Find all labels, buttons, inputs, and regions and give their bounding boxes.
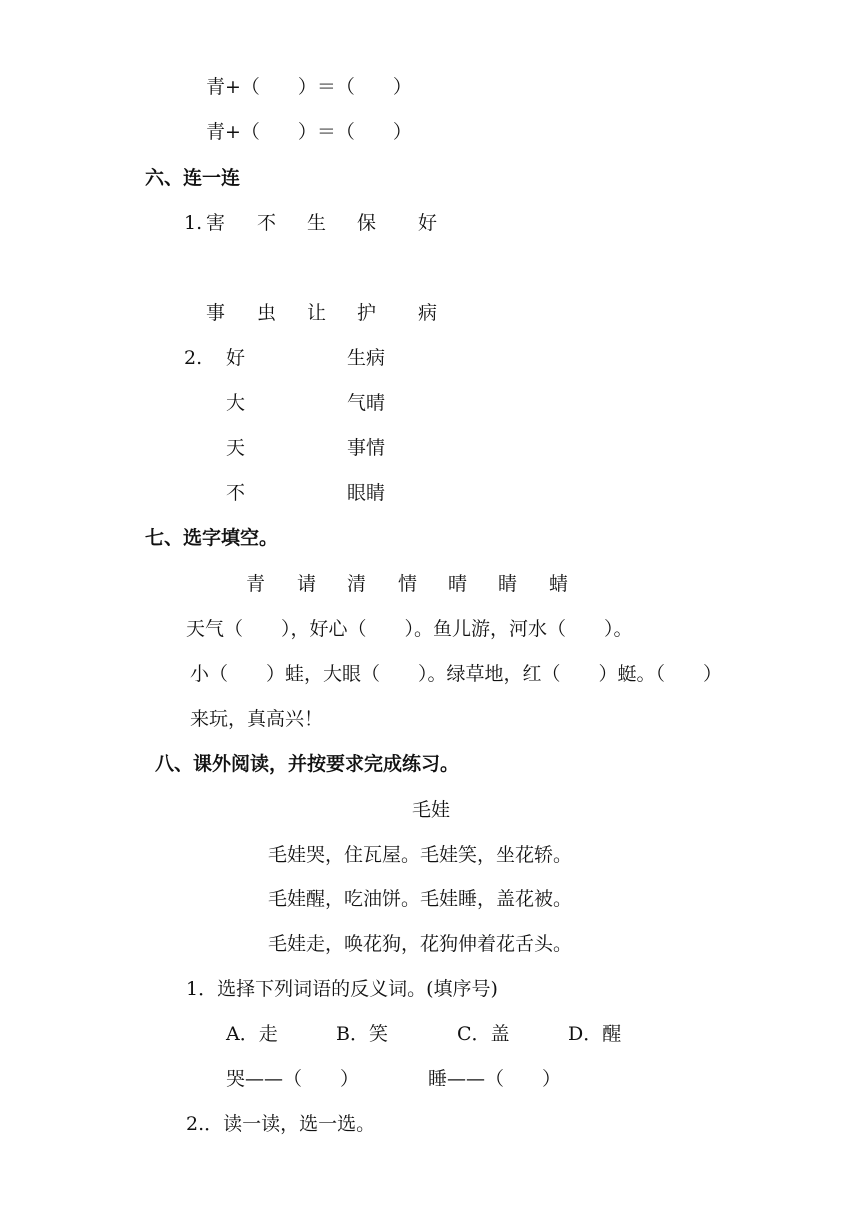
fill-line-2: 青+（ ）＝（ ） bbox=[206, 121, 412, 143]
q1-bottom-char: 事 bbox=[206, 302, 226, 324]
q1-top-char: 好 bbox=[418, 212, 438, 234]
q2-label: 2. bbox=[184, 347, 203, 369]
q1-label: 1. bbox=[184, 212, 203, 234]
q1-bottom-char: 让 bbox=[307, 302, 327, 324]
q2-left-char: 天 bbox=[226, 437, 246, 459]
option-b: B．笑 bbox=[336, 1023, 388, 1045]
poem-title: 毛娃 bbox=[412, 799, 451, 821]
q2-right-word: 事情 bbox=[347, 437, 386, 459]
choice-char: 情 bbox=[398, 573, 418, 595]
q1-bottom-char: 虫 bbox=[257, 302, 277, 324]
q1-top-char: 不 bbox=[257, 212, 277, 234]
q2-left-char: 好 bbox=[226, 347, 246, 369]
option-c: C．盖 bbox=[457, 1023, 510, 1045]
fill-sentence-2: 小（ ）蛙，大眼（ ）。绿草地，红（ ）蜓。（ ） bbox=[190, 663, 723, 685]
fill-line-1: 青+（ ）＝（ ） bbox=[206, 76, 412, 98]
fill-sentence-3: 来玩，真高兴！ bbox=[190, 708, 324, 730]
answer-cry: 哭——（ ） bbox=[226, 1068, 360, 1090]
choice-char: 睛 bbox=[498, 573, 518, 595]
section-8-title: 八、课外阅读，并按要求完成练习。 bbox=[155, 753, 460, 775]
choice-char: 蜻 bbox=[549, 573, 569, 595]
fill-sentence-1: 天气（ ），好心（ ）。鱼儿游，河水（ ）。 bbox=[186, 618, 633, 640]
question-1: 1．选择下列词语的反义词。(填序号) bbox=[186, 978, 498, 1000]
q1-top-char: 害 bbox=[206, 212, 226, 234]
poem-line: 毛娃走，唤花狗，花狗伸着花舌头。 bbox=[268, 933, 573, 955]
q1-bottom-char: 病 bbox=[418, 302, 438, 324]
q2-right-word: 眼睛 bbox=[347, 482, 386, 504]
q1-top-char: 保 bbox=[357, 212, 377, 234]
poem-line: 毛娃哭，住瓦屋。毛娃笑，坐花轿。 bbox=[268, 844, 573, 866]
section-7-title: 七、选字填空。 bbox=[145, 527, 279, 549]
q2-right-word: 生病 bbox=[347, 347, 386, 369]
q1-bottom-char: 护 bbox=[357, 302, 377, 324]
q1-top-char: 生 bbox=[307, 212, 327, 234]
choice-char: 青 bbox=[246, 573, 266, 595]
option-d: D．醒 bbox=[568, 1023, 622, 1045]
choice-char: 清 bbox=[347, 573, 367, 595]
q2-left-char: 大 bbox=[226, 392, 246, 414]
section-6-title: 六、连一连 bbox=[145, 167, 241, 189]
question-2: 2.．读一读，选一选。 bbox=[186, 1113, 376, 1135]
poem-line: 毛娃醒，吃油饼。毛娃睡，盖花被。 bbox=[268, 888, 573, 910]
q2-right-word: 气晴 bbox=[347, 392, 386, 414]
choice-char: 晴 bbox=[448, 573, 468, 595]
q2-left-char: 不 bbox=[226, 482, 246, 504]
choice-char: 请 bbox=[297, 573, 317, 595]
answer-sleep: 睡——（ ） bbox=[428, 1068, 562, 1090]
option-a: A．走 bbox=[226, 1023, 278, 1045]
